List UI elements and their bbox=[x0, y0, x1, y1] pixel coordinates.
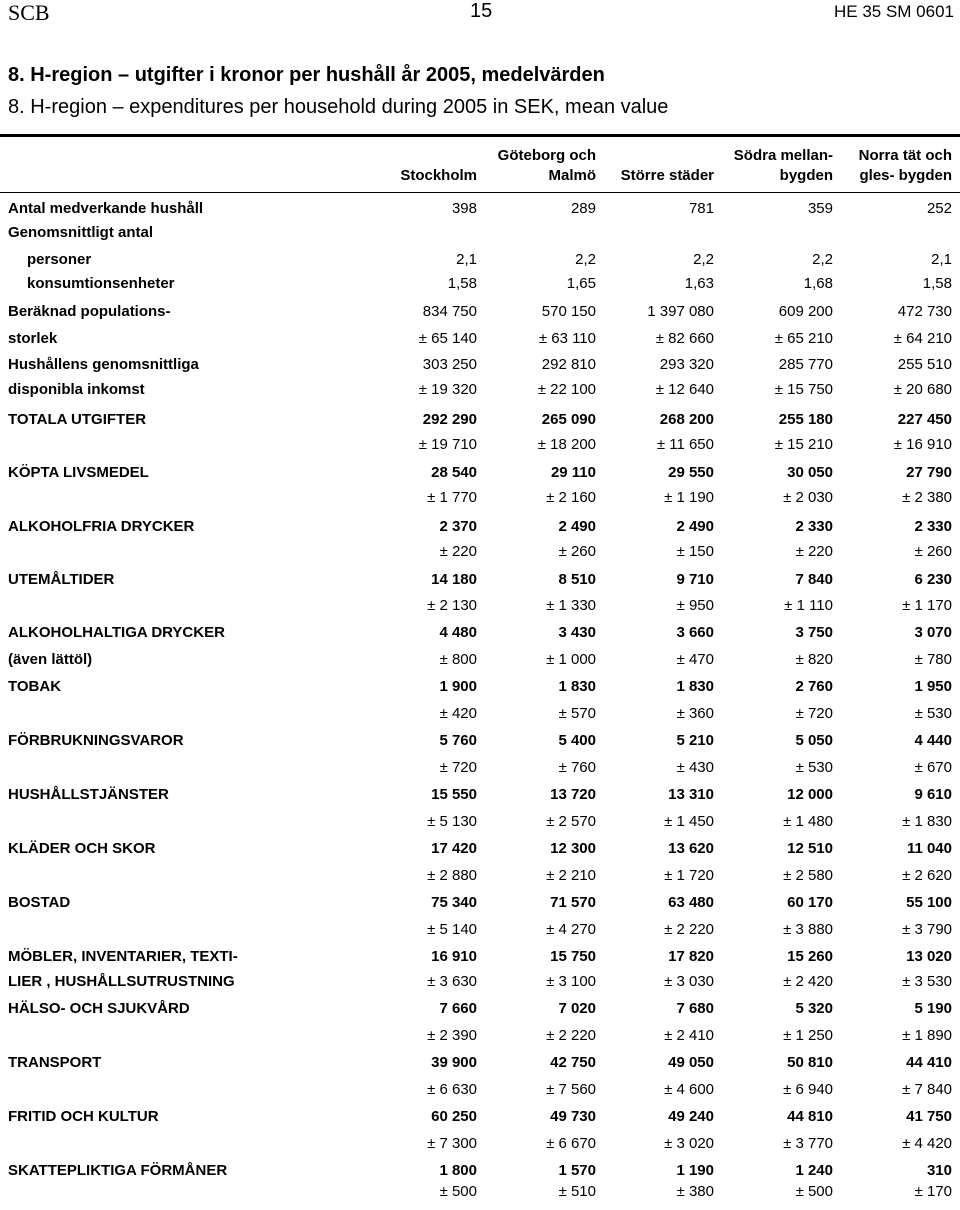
cell-value: 50 810 bbox=[787, 1054, 833, 1071]
cell-value: ± 820 bbox=[795, 651, 833, 668]
cell-value: 7 680 bbox=[676, 1000, 714, 1017]
cell-value: 3 750 bbox=[795, 624, 833, 641]
table-row bbox=[0, 1052, 960, 1074]
cell-value: 570 150 bbox=[541, 303, 596, 320]
table-row bbox=[0, 971, 960, 993]
row-label: TOTALA UTGIFTER bbox=[8, 411, 147, 428]
cell-value: ± 18 200 bbox=[537, 436, 596, 453]
cell-value: 1,58 bbox=[922, 275, 952, 292]
row-label: FÖRBRUKNINGSVAROR bbox=[8, 732, 184, 749]
cell-value: 1 397 080 bbox=[647, 303, 714, 320]
cell-value: ± 720 bbox=[439, 759, 477, 776]
cell-value: 2,1 bbox=[456, 251, 477, 268]
cell-value: ± 5 140 bbox=[427, 921, 477, 938]
cell-value: 4 480 bbox=[439, 624, 477, 641]
table-row bbox=[0, 541, 960, 563]
cell-value: ± 3 030 bbox=[664, 973, 714, 990]
table-row bbox=[0, 1160, 960, 1182]
row-label: MÖBLER, INVENTARIER, TEXTI- bbox=[8, 948, 238, 965]
cell-value: ± 2 390 bbox=[427, 1027, 477, 1044]
table-row bbox=[0, 595, 960, 617]
cell-value: 60 170 bbox=[787, 894, 833, 911]
cell-value: 2 490 bbox=[676, 518, 714, 535]
cell-value: 2,2 bbox=[575, 251, 596, 268]
table-row bbox=[0, 249, 960, 271]
cell-value: 13 310 bbox=[668, 786, 714, 803]
cell-value: 13 720 bbox=[550, 786, 596, 803]
row-label: LIER , HUSHÅLLSUTRUSTNING bbox=[8, 973, 235, 990]
table-row bbox=[0, 1025, 960, 1047]
cell-value: ± 1 000 bbox=[546, 651, 596, 668]
cell-value: 359 bbox=[807, 200, 833, 217]
cell-value: ± 1 480 bbox=[783, 813, 833, 830]
column-header-line: Södra mellan- bbox=[733, 147, 833, 164]
cell-value: 12 510 bbox=[787, 840, 833, 857]
row-label: BOSTAD bbox=[8, 894, 71, 911]
cell-value: ± 1 250 bbox=[783, 1027, 833, 1044]
cell-value: ± 82 660 bbox=[655, 330, 714, 347]
cell-value: ± 380 bbox=[676, 1183, 714, 1200]
row-label: FRITID OCH KULTUR bbox=[8, 1108, 159, 1125]
cell-value: ± 670 bbox=[914, 759, 952, 776]
table-title-swedish: 8. H-region – utgifter i kronor per hushåll år 2005, medelvärden bbox=[8, 64, 605, 86]
cell-value: ± 430 bbox=[676, 759, 714, 776]
column-header-line: gles- bygden bbox=[859, 167, 952, 184]
cell-value: ± 20 680 bbox=[893, 381, 952, 398]
table-row bbox=[0, 487, 960, 509]
column-header bbox=[859, 146, 952, 186]
row-label: KÖPTA LIVSMEDEL bbox=[8, 464, 149, 481]
cell-value: 289 bbox=[570, 200, 596, 217]
cell-value: 11 040 bbox=[906, 840, 952, 857]
cell-value: ± 2 160 bbox=[546, 489, 596, 506]
publisher-name: SCB bbox=[8, 0, 50, 25]
cell-value: ± 800 bbox=[439, 651, 477, 668]
row-label: Genomsnittligt antal bbox=[8, 224, 154, 241]
cell-value: ± 760 bbox=[558, 759, 596, 776]
cell-value: 781 bbox=[688, 200, 714, 217]
cell-value: 255 180 bbox=[778, 411, 833, 428]
cell-value: 7 840 bbox=[795, 571, 833, 588]
cell-value: ± 170 bbox=[914, 1183, 952, 1200]
cell-value: 12 300 bbox=[550, 840, 596, 857]
row-label: storlek bbox=[8, 330, 58, 347]
row-label: ALKOHOLFRIA DRYCKER bbox=[8, 518, 195, 535]
cell-value: 285 770 bbox=[778, 356, 833, 373]
row-label: KLÄDER OCH SKOR bbox=[8, 840, 156, 857]
cell-value: 2,1 bbox=[931, 251, 952, 268]
row-label: konsumtionsenheter bbox=[27, 275, 175, 292]
cell-value: ± 3 530 bbox=[902, 973, 952, 990]
row-label: ALKOHOLHALTIGA DRYCKER bbox=[8, 624, 225, 641]
cell-value: 7 020 bbox=[558, 1000, 596, 1017]
cell-value: ± 7 300 bbox=[427, 1135, 477, 1152]
cell-value: 15 750 bbox=[550, 948, 596, 965]
table-row bbox=[0, 328, 960, 350]
cell-value: 2 490 bbox=[558, 518, 596, 535]
table-row bbox=[0, 354, 960, 376]
cell-value: ± 3 770 bbox=[783, 1135, 833, 1152]
cell-value: 2,2 bbox=[693, 251, 714, 268]
cell-value: ± 260 bbox=[914, 543, 952, 560]
cell-value: 29 110 bbox=[550, 464, 596, 481]
row-label: (även lättöl) bbox=[8, 651, 93, 668]
table-row bbox=[0, 998, 960, 1020]
cell-value: 9 610 bbox=[914, 786, 952, 803]
cell-value: ± 5 130 bbox=[427, 813, 477, 830]
column-header-line bbox=[621, 146, 714, 166]
cell-value: ± 1 890 bbox=[902, 1027, 952, 1044]
column-header-line: Stockholm bbox=[400, 167, 477, 184]
page-number: 15 bbox=[470, 0, 493, 22]
cell-value: 71 570 bbox=[550, 894, 596, 911]
table-row bbox=[0, 838, 960, 860]
cell-value: ± 3 880 bbox=[783, 921, 833, 938]
cell-value: ± 220 bbox=[439, 543, 477, 560]
table-row bbox=[0, 273, 960, 295]
row-label: disponibla inkomst bbox=[8, 381, 145, 398]
cell-value: ± 4 420 bbox=[902, 1135, 952, 1152]
table-row bbox=[0, 784, 960, 806]
cell-value: ± 6 630 bbox=[427, 1081, 477, 1098]
cell-value: 42 750 bbox=[550, 1054, 596, 1071]
row-label: Beräknad populations- bbox=[8, 303, 171, 320]
cell-value: 15 260 bbox=[787, 948, 833, 965]
cell-value: ± 4 270 bbox=[546, 921, 596, 938]
cell-value: 268 200 bbox=[659, 411, 714, 428]
cell-value: ± 2 580 bbox=[783, 867, 833, 884]
cell-value: ± 19 710 bbox=[418, 436, 477, 453]
cell-value: 2 330 bbox=[795, 518, 833, 535]
cell-value: 834 750 bbox=[422, 303, 477, 320]
table-row bbox=[0, 946, 960, 968]
cell-value: ± 3 790 bbox=[902, 921, 952, 938]
cell-value: 16 910 bbox=[431, 948, 477, 965]
cell-value: ± 1 720 bbox=[664, 867, 714, 884]
cell-value: 5 210 bbox=[676, 732, 714, 749]
cell-value: 27 790 bbox=[906, 464, 952, 481]
cell-value: ± 260 bbox=[558, 543, 596, 560]
cell-value: ± 3 630 bbox=[427, 973, 477, 990]
cell-value: 15 550 bbox=[431, 786, 477, 803]
cell-value: ± 3 100 bbox=[546, 973, 596, 990]
cell-value: 49 730 bbox=[550, 1108, 596, 1125]
cell-value: 8 510 bbox=[558, 571, 596, 588]
cell-value: 17 820 bbox=[668, 948, 714, 965]
cell-value: ± 6 670 bbox=[546, 1135, 596, 1152]
cell-value: ± 1 830 bbox=[902, 813, 952, 830]
cell-value: 1 570 bbox=[558, 1162, 596, 1179]
cell-value: ± 12 640 bbox=[655, 381, 714, 398]
cell-value: 5 760 bbox=[439, 732, 477, 749]
row-label: HÄLSO- OCH SJUKVÅRD bbox=[8, 1000, 190, 1017]
table-row bbox=[0, 892, 960, 914]
cell-value: 30 050 bbox=[787, 464, 833, 481]
cell-value: ± 11 650 bbox=[656, 436, 714, 453]
cell-value: ± 2 220 bbox=[546, 1027, 596, 1044]
cell-value: ± 1 190 bbox=[664, 489, 714, 506]
cell-value: ± 1 170 bbox=[902, 597, 952, 614]
cell-value: 3 070 bbox=[914, 624, 952, 641]
table-row bbox=[0, 1106, 960, 1128]
cell-value: ± 2 620 bbox=[902, 867, 952, 884]
cell-value: ± 950 bbox=[676, 597, 714, 614]
table-row bbox=[0, 379, 960, 401]
cell-value: 5 190 bbox=[914, 1000, 952, 1017]
cell-value: 2,2 bbox=[812, 251, 833, 268]
cell-value: ± 2 130 bbox=[427, 597, 477, 614]
column-header-line: bygden bbox=[779, 167, 833, 184]
table-row bbox=[0, 865, 960, 887]
table-row bbox=[0, 1133, 960, 1155]
cell-value: 6 230 bbox=[914, 571, 952, 588]
cell-value: ± 19 320 bbox=[418, 381, 477, 398]
document-code: HE 35 SM 0601 bbox=[833, 2, 954, 21]
cell-value: 293 320 bbox=[659, 356, 714, 373]
cell-value: 255 510 bbox=[897, 356, 952, 373]
table-row bbox=[0, 730, 960, 752]
cell-value: ± 360 bbox=[676, 705, 714, 722]
cell-value: ± 500 bbox=[795, 1183, 833, 1200]
column-header-line: Malmö bbox=[548, 167, 596, 184]
cell-value: ± 470 bbox=[676, 651, 714, 668]
cell-value: ± 530 bbox=[795, 759, 833, 776]
cell-value: ± 2 880 bbox=[427, 867, 477, 884]
cell-value: ± 2 380 bbox=[902, 489, 952, 506]
cell-value: ± 420 bbox=[439, 705, 477, 722]
table-row bbox=[0, 462, 960, 484]
cell-value: 2 370 bbox=[439, 518, 477, 535]
cell-value: 2 760 bbox=[795, 678, 833, 695]
table-row bbox=[0, 222, 960, 244]
cell-value: 609 200 bbox=[778, 303, 833, 320]
table-row bbox=[0, 1181, 960, 1203]
header-rule bbox=[0, 192, 960, 193]
table-row bbox=[0, 516, 960, 538]
cell-value: 12 000 bbox=[787, 786, 833, 803]
column-header-line bbox=[400, 146, 477, 166]
cell-value: 49 240 bbox=[668, 1108, 714, 1125]
cell-value: ± 3 020 bbox=[664, 1135, 714, 1152]
cell-value: 2 330 bbox=[914, 518, 952, 535]
column-header bbox=[734, 146, 833, 186]
cell-value: ± 1 450 bbox=[664, 813, 714, 830]
table-row bbox=[0, 301, 960, 323]
cell-value: ± 510 bbox=[558, 1183, 596, 1200]
cell-value: ± 1 770 bbox=[427, 489, 477, 506]
cell-value: 5 050 bbox=[795, 732, 833, 749]
table-row bbox=[0, 919, 960, 941]
cell-value: 55 100 bbox=[906, 894, 952, 911]
cell-value: ± 220 bbox=[795, 543, 833, 560]
cell-value: 472 730 bbox=[897, 303, 952, 320]
cell-value: 7 660 bbox=[439, 1000, 477, 1017]
column-header bbox=[400, 146, 477, 186]
cell-value: ± 7 840 bbox=[902, 1081, 952, 1098]
cell-value: 1,58 bbox=[447, 275, 477, 292]
cell-value: ± 2 220 bbox=[664, 921, 714, 938]
column-header-line: Större städer bbox=[620, 167, 714, 184]
cell-value: ± 150 bbox=[676, 543, 714, 560]
cell-value: 5 320 bbox=[795, 1000, 833, 1017]
cell-value: 3 660 bbox=[676, 624, 714, 641]
table-row bbox=[0, 757, 960, 779]
cell-value: ± 570 bbox=[558, 705, 596, 722]
cell-value: ± 16 910 bbox=[893, 436, 952, 453]
cell-value: 3 430 bbox=[558, 624, 596, 641]
cell-value: 17 420 bbox=[431, 840, 477, 857]
table-row bbox=[0, 703, 960, 725]
row-label: Antal medverkande hushåll bbox=[8, 200, 204, 217]
cell-value: 398 bbox=[451, 200, 477, 217]
row-label: TRANSPORT bbox=[8, 1054, 102, 1071]
cell-value: 1 240 bbox=[795, 1162, 833, 1179]
cell-value: 1 950 bbox=[914, 678, 952, 695]
cell-value: ± 2 030 bbox=[783, 489, 833, 506]
cell-value: 44 410 bbox=[906, 1054, 952, 1071]
cell-value: 1,65 bbox=[566, 275, 596, 292]
table-row bbox=[0, 622, 960, 644]
cell-value: 1 830 bbox=[558, 678, 596, 695]
cell-value: 75 340 bbox=[431, 894, 477, 911]
row-label: HUSHÅLLSTJÄNSTER bbox=[8, 786, 169, 803]
cell-value: ± 2 210 bbox=[546, 867, 596, 884]
table-row bbox=[0, 811, 960, 833]
cell-value: 1 830 bbox=[676, 678, 714, 695]
cell-value: ± 6 940 bbox=[783, 1081, 833, 1098]
row-label: SKATTEPLIKTIGA FÖRMÅNER bbox=[8, 1162, 228, 1179]
row-label: Hushållens genomsnittliga bbox=[8, 356, 199, 373]
cell-value: ± 1 110 bbox=[784, 597, 833, 614]
cell-value: 28 540 bbox=[431, 464, 477, 481]
cell-value: ± 530 bbox=[914, 705, 952, 722]
cell-value: 1 190 bbox=[676, 1162, 714, 1179]
column-header-line: Norra tät och bbox=[858, 147, 952, 164]
table-row bbox=[0, 676, 960, 698]
cell-value: ± 65 140 bbox=[418, 330, 477, 347]
cell-value: 227 450 bbox=[897, 411, 952, 428]
cell-value: ± 65 210 bbox=[774, 330, 833, 347]
table-row bbox=[0, 409, 960, 431]
cell-value: ± 22 100 bbox=[537, 381, 596, 398]
cell-value: 5 400 bbox=[558, 732, 596, 749]
cell-value: 292 290 bbox=[422, 411, 477, 428]
cell-value: 60 250 bbox=[431, 1108, 477, 1125]
table-row bbox=[0, 569, 960, 591]
cell-value: 252 bbox=[926, 200, 952, 217]
cell-value: 49 050 bbox=[668, 1054, 714, 1071]
cell-value: ± 4 600 bbox=[664, 1081, 714, 1098]
cell-value: 29 550 bbox=[668, 464, 714, 481]
cell-value: ± 15 750 bbox=[774, 381, 833, 398]
cell-value: 13 620 bbox=[668, 840, 714, 857]
row-label: TOBAK bbox=[8, 678, 62, 695]
cell-value: ± 1 330 bbox=[546, 597, 596, 614]
column-header bbox=[498, 146, 596, 186]
cell-value: 14 180 bbox=[431, 571, 477, 588]
table-top-rule bbox=[0, 134, 960, 137]
cell-value: 4 440 bbox=[914, 732, 952, 749]
cell-value: 39 900 bbox=[431, 1054, 477, 1071]
table-row bbox=[0, 198, 960, 220]
table-title-english: 8. H-region – expenditures per household during 2005 in SEK, mean value bbox=[8, 96, 669, 118]
cell-value: 13 020 bbox=[906, 948, 952, 965]
row-label: personer bbox=[27, 251, 92, 268]
cell-value: 63 480 bbox=[668, 894, 714, 911]
cell-value: 1,68 bbox=[803, 275, 833, 292]
cell-value: 44 810 bbox=[787, 1108, 833, 1125]
column-header bbox=[621, 146, 714, 186]
cell-value: ± 780 bbox=[914, 651, 952, 668]
cell-value: ± 7 560 bbox=[546, 1081, 596, 1098]
table-row bbox=[0, 1079, 960, 1101]
table-row bbox=[0, 434, 960, 456]
cell-value: 303 250 bbox=[422, 356, 477, 373]
cell-value: ± 2 410 bbox=[664, 1027, 714, 1044]
cell-value: ± 720 bbox=[795, 705, 833, 722]
cell-value: 9 710 bbox=[676, 571, 714, 588]
cell-value: 1 900 bbox=[439, 678, 477, 695]
cell-value: ± 15 210 bbox=[774, 436, 833, 453]
row-label: UTEMÅLTIDER bbox=[8, 571, 115, 588]
cell-value: ± 2 570 bbox=[546, 813, 596, 830]
cell-value: ± 500 bbox=[439, 1183, 477, 1200]
cell-value: ± 64 210 bbox=[893, 330, 952, 347]
table-row bbox=[0, 649, 960, 671]
cell-value: 310 bbox=[926, 1162, 952, 1179]
cell-value: 265 090 bbox=[541, 411, 596, 428]
cell-value: 292 810 bbox=[541, 356, 596, 373]
cell-value: ± 2 420 bbox=[783, 973, 833, 990]
cell-value: 1 800 bbox=[439, 1162, 477, 1179]
cell-value: ± 63 110 bbox=[538, 330, 596, 347]
column-header-line: Göteborg och bbox=[497, 147, 596, 164]
cell-value: 41 750 bbox=[906, 1108, 952, 1125]
cell-value: 1,63 bbox=[684, 275, 714, 292]
